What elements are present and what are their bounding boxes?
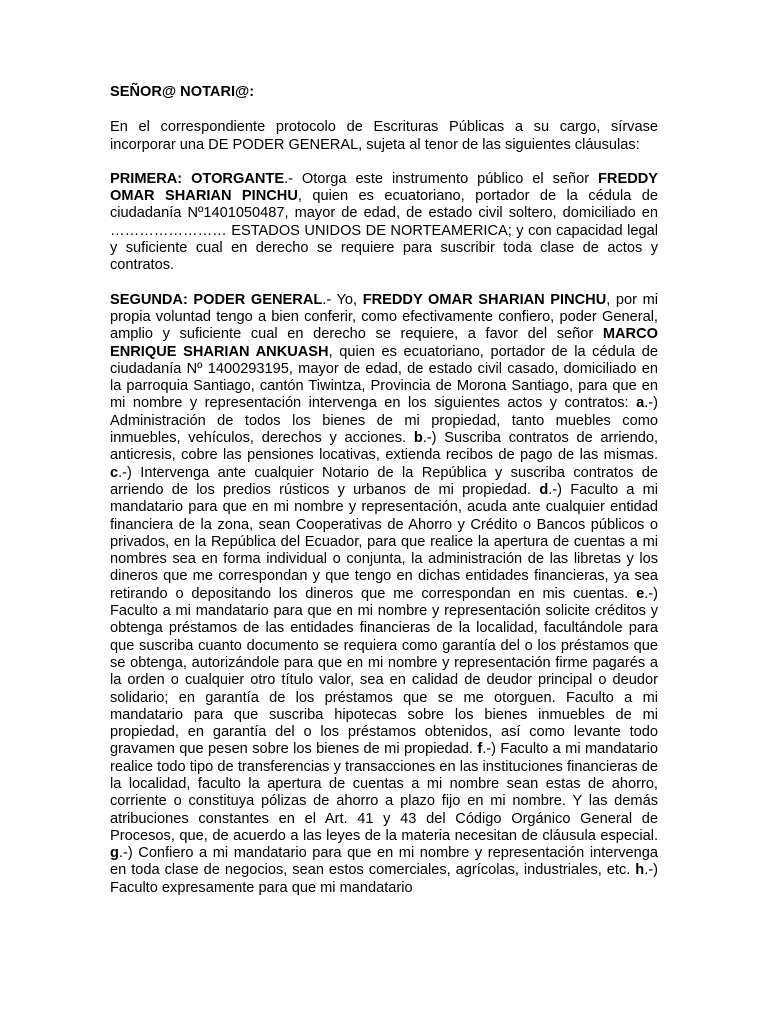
- clause-text: .- Otorga este instrumento público el señor: [284, 170, 599, 187]
- item-letter-g: g: [110, 845, 119, 862]
- clause-primera-label: PRIMERA: OTORGANTE: [110, 170, 285, 187]
- clause-text: , quien es ecuatoriano, portador de la cédula de ciudadanía Nº1401050487, mayor de edad, de estado civil soltero, domiciliado en …………………… ESTADOS UNIDOS DE NORTEAMERICA; y con capacidad legal y suficiente cual en derecho se requiere para suscribir toda clase de actos y contratos.: [110, 188, 658, 274]
- item-text-f: .-) Faculto a mi mandatario realice todo tipo de transferencias y transacciones en las instituciones financieras de la localidad, faculto la apertura de cuentas a mi nombre sean estas de ahorro, corriente o constituya pólizas de ahorro a plazo fijo en mi nombre. Y las demás atribuciones constantes en el Art. 41 y 43 del Código Orgánico General de Procesos, que, de acuerdo a las leyes de la materia necesitan de cláusula especial.: [110, 741, 658, 844]
- item-text-b: .-) Suscriba contratos de arriendo, anticresis, cobre las pensiones locativas, extienda recibos de pago de las mismas.: [110, 430, 658, 464]
- clause-segunda: [110, 292, 658, 897]
- item-letter-d: d: [539, 481, 549, 498]
- item-text-h: .-) Faculto expresamente para que mi mandatario: [110, 862, 658, 896]
- clause-text: .- Yo,: [322, 291, 363, 308]
- clause-primera: [110, 171, 658, 275]
- clause-text: , por mi propia voluntad tengo a bien conferir, como efectivamente confiero, poder General, amplio y suficiente cual en derecho se requiere, a favor del señor: [110, 291, 658, 343]
- attorney-name: MARCO ENRIQUE SHARIAN ANKUASH: [110, 326, 658, 360]
- clause-text: , quien es ecuatoriano, portador de la cédula de ciudadanía Nº 1400293195, mayor de edad, de estado civil casado, domiciliado en la parroquia Santiago, cantón Tiwintza, Provincia de Morona Santiago, para que en mi nombre y representación intervenga en los siguientes actos y contratos:: [110, 343, 659, 412]
- grantor-name: FREDDY OMAR SHARIAN PINCHU: [110, 170, 659, 205]
- item-text-d: .-) Faculto a mi mandatario para que en mi nombre y representación, acuda ante cualquier entidad financiera de la zona, sean Cooperativas de Ahorro y Crédito o Bancos públicos o privados, en la República del Ecuador, para que realice la apertura de cuentas a mi nombres sea en forma individual o conjunta, la administración de las libretas y los dineros que me correspondan y que tengo en dichas entidades financieras, ya sea retirando o depositando los dineros que me correspondan en mis cuentas.: [110, 481, 659, 602]
- item-letter-a: a: [636, 395, 645, 412]
- clause-segunda-label: SEGUNDA: PODER GENERAL: [110, 291, 323, 308]
- intro-paragraph: En el correspondiente protocolo de Escrituras Públicas a su cargo, sírvase incorporar una DE PODER GENERAL, sujeta al tenor de las siguientes cláusulas:: [110, 119, 658, 153]
- document-body: [110, 84, 658, 914]
- item-letter-h: h: [635, 862, 645, 879]
- item-letter-e: e: [636, 585, 645, 602]
- document-heading: SEÑOR@ NOTARI@:: [110, 84, 255, 100]
- item-letter-b: b: [413, 430, 423, 447]
- item-text-c: .-) Intervenga ante cualquier Notario de la República y suscriba contratos de arriendo de los predios rústicos y urbanos de mi propiedad.: [110, 464, 658, 498]
- item-text-a: .-) Administración de todos los bienes de mi propiedad, tanto muebles como inmuebles, vehículos, derechos y acciones.: [110, 395, 658, 447]
- grantor-name: FREDDY OMAR SHARIAN PINCHU: [362, 291, 607, 308]
- item-letter-c: c: [110, 464, 119, 481]
- item-text-e: .-) Faculto a mi mandatario para que en mi nombre y representación solicite créditos y obtenga préstamos de las entidades financieras de la localidad, facultándole para que suscriba cuanto documento se requiera como garantía del o los préstamos que se obtenga, autorizándole para que en mi nombre y representación firme pagarés a la orden o cualquier otro título valor, sea en calidad de deudor principal o deudor solidario; en garantía de los préstamos que se me otorguen. Faculto a mi mandatario para que suscriba hipotecas sobre los bienes inmuebles de mi propiedad, en garantía del o los préstamos obtenidos, así como levante todo gravamen que pesen sobre los bienes de mi propiedad.: [110, 585, 658, 758]
- item-letter-f: f: [477, 741, 483, 758]
- item-text-g: .-) Confiero a mi mandatario para que en mi nombre y representación intervenga en toda clase de negocios, sean estos comerciales, agrícolas, industriales, etc.: [110, 845, 658, 879]
